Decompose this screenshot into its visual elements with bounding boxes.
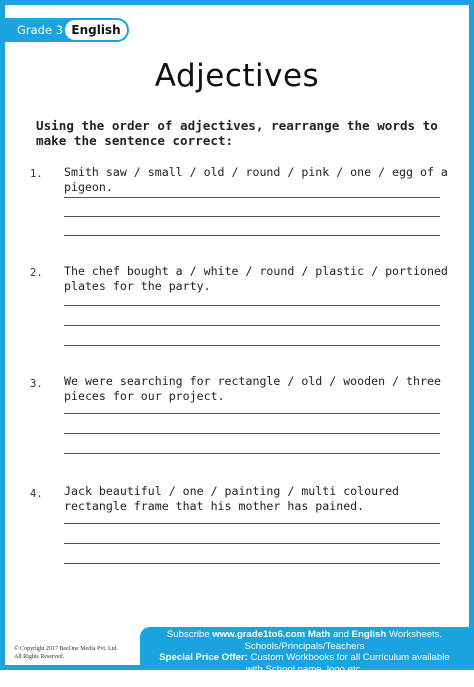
question-number: 1.: [30, 168, 43, 180]
question-text: Smith saw / small / old / round / pink / one / egg of a pigeon.: [64, 165, 448, 194]
grade-label: Grade 3: [17, 23, 64, 37]
answer-line: [64, 523, 440, 524]
audience-label: Schools/Principals/Teachers: [244, 640, 365, 652]
question-number: 3.: [30, 378, 43, 390]
copyright-line: All Rights Reserved.: [14, 653, 65, 660]
offer-text-2: with School name, logo etc.: [245, 663, 364, 675]
question-number: 2.: [30, 267, 43, 279]
answer-line: [64, 197, 440, 198]
email-link[interactable]: Email us: info@grade1to6.com: [238, 675, 371, 686]
worksheets-label: Worksheets.: [388, 629, 443, 640]
answer-line: [64, 235, 440, 236]
footer-text: [140, 629, 469, 687]
subscribe-label: Subscribe: [166, 629, 210, 640]
answer-line: [64, 325, 440, 326]
offer-label: Special Price Offer:: [159, 652, 248, 663]
answer-line: [64, 453, 440, 454]
question-text: Jack beautiful / one / painting / multi coloured rectangle frame that his mother has pained.: [64, 484, 400, 513]
answer-line: [64, 563, 440, 564]
subject-label: English: [65, 20, 127, 40]
question-number: 4.: [30, 488, 43, 500]
answer-line: [64, 216, 440, 217]
answer-line: [64, 345, 440, 346]
offer-text: Custom Workbooks for all Curriculum available: [250, 652, 450, 663]
answer-line: [64, 305, 440, 306]
answer-line: [64, 413, 440, 414]
and-label: and: [332, 629, 349, 640]
instructions: Using the order of adjectives, rearrange the words to make the sentence correct:: [36, 118, 438, 148]
site-link[interactable]: www.grade1to6.com: [212, 629, 306, 640]
answer-line: [64, 543, 440, 544]
math-label: Math: [307, 629, 331, 640]
question-text: The chef bought a / white / round / plastic / portioned plates for the party.: [64, 264, 448, 293]
page-title: Adjectives: [154, 58, 320, 94]
english-label: English: [351, 629, 387, 640]
answer-line: [64, 433, 440, 434]
question-text: We were searching for rectangle / old / wooden / three pieces for our project.: [64, 374, 441, 403]
copyright: [14, 646, 118, 661]
copyright-line: © Copyright 2017 BeeOne Media Pvt. Ltd.: [14, 646, 118, 652]
grade-badge: [5, 18, 129, 42]
